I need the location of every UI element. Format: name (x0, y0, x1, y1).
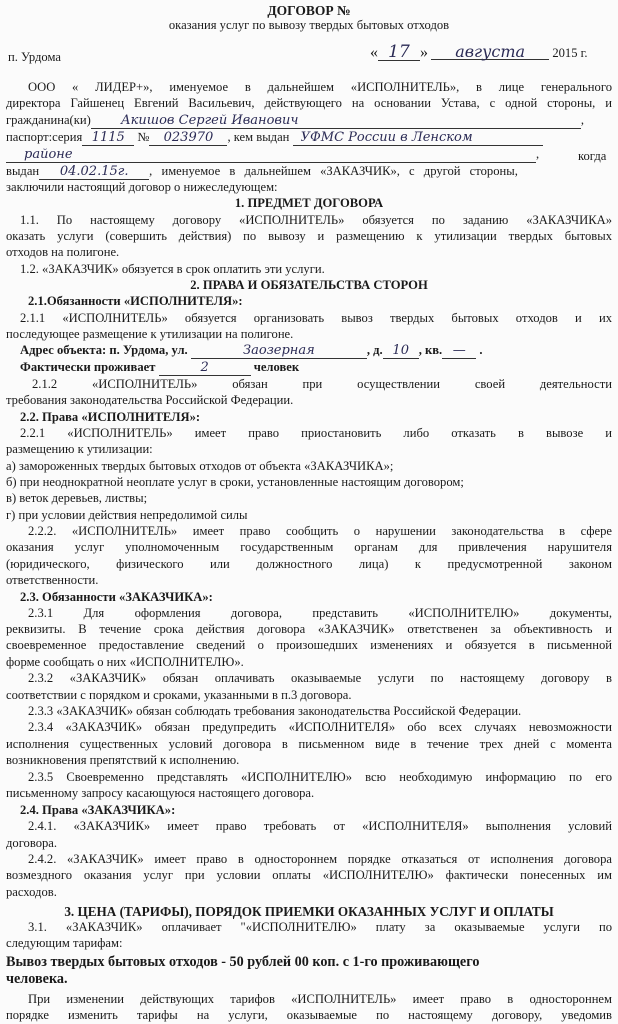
paragraph-line: 2.4.2. «ЗАКАЗЧИК» имеет право в одностороннем порядке отказаться от исполнения договора (28, 852, 612, 866)
paragraph-line: 2.2.1 «ИСПОЛНИТЕЛЬ» имеет право приостановить либо отказать в вывозе и (20, 426, 612, 440)
paragraph-line: 1.2. «ЗАКАЗЧИК» обязуется в срок оплатить эти услуги. (20, 262, 325, 276)
house-value: 10 (383, 343, 419, 359)
subsection-heading: 2.3. Обязанности «ЗАКАЗЧИКА»: (20, 590, 213, 604)
paragraph-line: реквизиты. В течение срока действия договора «ЗАКАЗЧИК» ответственен за объективность и (6, 622, 612, 636)
paragraph-line: 2.3.3 «ЗАКАЗЧИК» обязан соблюдать требования законодательства Российской Федерации. (28, 704, 522, 718)
subsection-heading: 2.2. Права «ИСПОЛНИТЕЛЯ»: (20, 410, 201, 424)
paragraph-line: размещению к утилизации: (6, 442, 153, 456)
document-subtitle: оказания услуг по вывозу твердых бытовых отходов (168, 18, 450, 32)
passport-issue-date: 04.02.15г. (39, 164, 149, 180)
citizen-name: Акишов Сергей Иванович (91, 113, 581, 129)
paragraph-line: отходов на полигоне. (6, 245, 120, 259)
paragraph-line: При изменении действующих тарифов «ИСПОЛНИТЕЛЬ» имеет право в одностороннем (28, 992, 612, 1006)
paragraph-line: 3.1. «ЗАКАЗЧИК» оплачивает "«ИСПОЛНИТЕЛЮ» плату за оказываемые услуги по (28, 920, 612, 934)
paragraph-line: договора. (6, 836, 58, 850)
paragraph-line: исполнения существенных условий договора в письменном виде в течение трех дней с момента (6, 737, 612, 751)
list-item: г) при условии действия непредолимой силы (6, 508, 248, 522)
paragraph-line: расходов. (6, 885, 57, 899)
paragraph-line: 2.1.2 «ИСПОЛНИТЕЛЬ» обязан при осуществлении своей деятельности (32, 377, 612, 391)
paragraph-line: оказать услуги (совершить действия) по вывозу и размещению к утилизации твердых бытовых (6, 229, 612, 243)
citizen-line: гражданина(ки) Акишов Сергей Иванович , (6, 113, 584, 128)
address-line: Адрес объекта: п. Урдома, ул. Заозерная , д. 10 , кв. — . (20, 343, 483, 358)
flat-value: — (442, 343, 476, 359)
intro-line: ООО « ЛИДЕР+», именуемое в дальнейшем «ИСПОЛНИТЕЛЬ», в лице генерального (28, 80, 612, 94)
paragraph-line: ответственности. (6, 573, 99, 587)
list-item: б) при неоднократной неоплате услуг в сроки, установленные настоящим договором; (6, 475, 464, 489)
paragraph-line: последующее размещение к утилизации на полигоне. (6, 327, 294, 341)
contract-date: « 17 » августа 2015 г. (370, 42, 588, 62)
section-heading: 3. ЦЕНА (ТАРИФЫ), ПОРЯДОК ПРИЕМКИ ОКАЗАННЫХ УСЛУГ И ОПЛАТЫ (64, 904, 554, 919)
intro-line: директора Гайшенец Евгений Васильевич, действующего на основании Устава, с одной стороны, и (6, 96, 612, 110)
paragraph-line: 2.1.1 «ИСПОЛНИТЕЛЬ» обязуется организовать вывоз твердых бытовых отходов и их (20, 311, 612, 325)
paragraph-line: 2.3.5 Своевременно представлять «ИСПОЛНИТЕЛЮ» всю необходимую информацию по его (28, 770, 612, 784)
place: п. Урдома (8, 50, 61, 64)
passport-number: 023970 (149, 130, 227, 146)
issue-date-line: выдан 04.02.15г. , именуемое в дальнейшем «ЗАКАЗЧИК», с другой стороны, (6, 164, 518, 179)
date-year: 2015 г. (552, 46, 588, 60)
document-title: ДОГОВОР № (267, 3, 351, 18)
paragraph-line: 2.3.2 «ЗАКАЗЧИК» обязан оплачивать оказываемые услуги по настоящему договору в (28, 671, 612, 685)
intro-line: заключили настоящий договор о нижеследующем: (6, 180, 278, 194)
paragraph-line: порядке изменить тарифы на услуги, оказываемые по настоящему договору, уведомив (6, 1008, 612, 1022)
passport-line-cont: районе , (6, 147, 539, 163)
subsection-heading: 2.1.Обязанности «ИСПОЛНИТЕЛЯ»: (28, 294, 243, 308)
section-heading: 1. ПРЕДМЕТ ДОГОВОРА (234, 196, 384, 210)
date-month: августа (431, 44, 549, 60)
street-value: Заозерная (191, 343, 367, 359)
paragraph-line: 2.3.4 «ЗАКАЗЧИК» обязан предупредить «ИСПОЛНИТЕЛЯ» обо всех случаях невозможности (28, 720, 612, 734)
paragraph-line: 2.4.1. «ЗАКАЗЧИК» имеет право требовать от «ИСПОЛНИТЕЛЯ» выполнения условий (28, 819, 612, 833)
passport-line: паспорт:серия 1115 № 023970 , кем выдан УФМС России в Ленском (6, 130, 543, 146)
paragraph-line: оказания услуг уполномоченным государственным органам для привлечения нарушителя (6, 540, 612, 554)
paragraph-line: следующим тарифам: (6, 936, 123, 950)
paragraph-line: (юридического, физического или должностного лица) к предусмотренной законом (6, 557, 612, 571)
residents-line: Фактически проживает 2 человек (20, 360, 300, 375)
tariff-line: Вывоз твердых бытовых отходов - 50 рублей 00 коп. с 1-го проживающего (6, 954, 480, 970)
subsection-heading: 2.4. Права «ЗАКАЗЧИКА»: (20, 803, 176, 817)
passport-issued-by: УФМС России в Ленском (293, 130, 543, 146)
when-label: когда (578, 149, 607, 163)
residents-value: 2 (159, 360, 251, 376)
passport-series: 1115 (82, 130, 134, 146)
paragraph-line: своевременное предоставление сведений о произошедших изменениях и обязуется в письменной (6, 638, 612, 652)
paragraph-line: форме сообщать о них «ИСПОЛНИТЕЛЮ». (6, 655, 244, 669)
paragraph-line: возникновения препятствий к исполнению. (6, 753, 240, 767)
paragraph-line: требования законодательства Российской Федерации. (6, 393, 294, 407)
section-heading: 2. ПРАВА И ОБЯЗАТЕЛЬСТВА СТОРОН (190, 278, 428, 292)
paragraph-line: 1.1. По настоящему договору «ИСПОЛНИТЕЛЬ» обязуется по заданию «ЗАКАЗЧИКА» (20, 213, 612, 227)
list-item: а) замороженных твердых бытовых отходов от объекта «ЗАКАЗЧИКА»; (6, 459, 394, 473)
paragraph-line: 2.2.2. «ИСПОЛНИТЕЛЬ» имеет право сообщить о нарушении законодательства в сфере (28, 524, 612, 538)
passport-issued-by-cont: районе (6, 147, 536, 163)
list-item: в) веток деревьев, листвы; (6, 491, 148, 505)
paragraph-line: 2.3.1 Для оформления договора, представить «ИСПОЛНИТЕЛЮ» документы, (28, 606, 612, 620)
paragraph-line: письменному запросу касающуюся настоящего договора. (6, 786, 315, 800)
paragraph-line: возмездного оказания услуг при условии оплаты «ИСПОЛНИТЕЛЮ» фактически понесенных им (6, 868, 612, 882)
date-day: 17 (378, 45, 420, 61)
tariff-line: человека. (6, 971, 68, 987)
paragraph-line: соответствии с порядком и сроками, указанными в п.3 договора. (6, 688, 352, 702)
